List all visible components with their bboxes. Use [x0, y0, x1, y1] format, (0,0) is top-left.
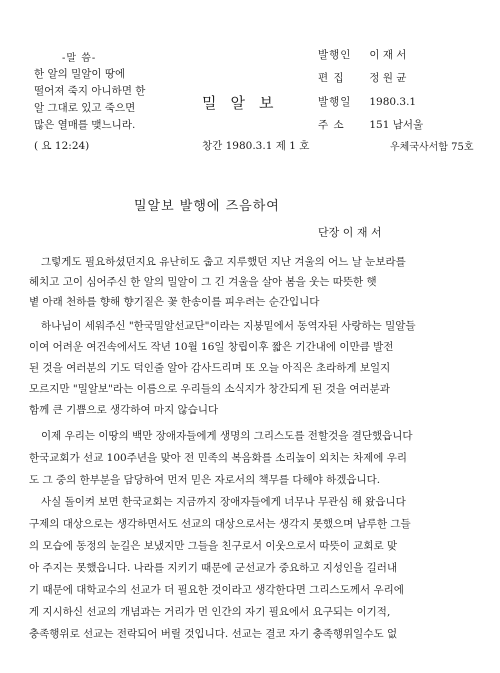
body-line: 헤치고 고이 심어주신 한 알의 밀알이 그 긴 겨울을 살아 봄을 웃는 따뜻한 햇	[29, 276, 377, 288]
founding-info: 창간 1980.3.1 제 1 호	[202, 140, 310, 152]
info-label: 편 집	[318, 72, 345, 84]
info-row-editor	[318, 70, 406, 85]
body-line: 충족행위로 선교는 전락되어 버릴 것입니다. 선교는 결코 자기 충족행위일수도 없	[29, 628, 398, 640]
body-line: 도 그 중의 한부분을 담당하여 먼저 믿은 자로서의 책무를 다해야 하겠읍니다.	[29, 474, 381, 486]
body-line: 아 주지는 못했읍니다. 나라를 지키기 때문에 군선교가 중요하고 지성인을 길러내	[29, 562, 398, 574]
verse-line: 많은 열매를 맺느니라.	[34, 119, 136, 131]
info-value: 151 남서울	[369, 119, 424, 131]
info-label: 주 소	[318, 119, 345, 131]
body-line: 기 때문에 대학교수의 선교가 더 필요한 것이라고 생각한다면 그리스도께서 우리에	[29, 584, 404, 596]
body-line: 된 것을 여러분의 기도 덕인줄 알아 감사드리며 또 오늘 아직은 초라하게 보일지	[29, 362, 391, 374]
info-row-address	[318, 117, 423, 132]
body-line: 이여 어려운 여건속에서도 작년 10월 16일 창립이후 짧은 기간내에 이만큼 발전	[29, 341, 394, 353]
body-line: 함께 큰 기쁨으로 생각하여 마지 않습니다	[29, 404, 219, 416]
info-value: 정 원 균	[369, 72, 407, 84]
verse-reference: ( 요 12:24)	[34, 140, 90, 152]
body-line: 이제 우리는 이땅의 백만 장애자들에게 생명의 그리스도를 전할것을 결단했읍니다	[41, 430, 413, 442]
body-line: 볕 아래 천하를 향해 향기짙은 꽃 한송이를 피우려는 순간입니다	[29, 296, 320, 308]
body-line: 하나님이 세워주신 "한국밀알선교단"이라는 지붕밑에서 동역자된 사랑하는 밀알들	[41, 320, 416, 332]
body-line: 모르지만 "밀알보"라는 이름으로 우리들의 소식지가 창간되게 된 것을 여러분과	[29, 383, 390, 395]
verse-line: 한 알의 밀알이 땅에	[34, 68, 126, 80]
info-row-date	[318, 94, 416, 109]
verse-title: -말 씀-	[62, 53, 97, 64]
body-line: 의 모습에 동정의 눈길은 보냈지만 그들을 친구로서 이웃으로서 따뜻이 교회로 맞	[29, 540, 398, 552]
body-line: 그렇게도 필요하셨던지요 유난히도 춥고 지루했던 지난 겨울의 어느 날 눈보라를	[41, 256, 406, 268]
article-byline: 단장 이 재 서	[318, 226, 382, 239]
verse-line: 알 그대로 있고 죽으면	[34, 102, 136, 114]
masthead-title: 밀알보	[202, 94, 288, 112]
body-line: 한국교회가 선교 100주년을 맞아 전 민족의 복음화를 소리높이 외치는 차제에 우리	[29, 452, 407, 464]
info-row-publisher	[318, 47, 406, 62]
info-label: 발행인	[318, 49, 352, 61]
article-title: 밀알보 발행에 즈음하여	[134, 199, 280, 214]
postbox: 우체국사서함 75호	[390, 142, 474, 153]
body-line: 사실 돌이켜 보면 한국교회는 지금까지 장애자들에게 너무나 무관심 해 왔읍니다	[41, 496, 406, 508]
info-value: 이 재 서	[369, 49, 407, 61]
info-label: 발행일	[318, 96, 352, 108]
info-value: 1980.3.1	[369, 96, 417, 108]
body-line: 게 지시하신 선교의 개념과는 거리가 먼 인간의 자기 필요에서 요구되는 이기적,	[29, 606, 391, 618]
verse-line: 떨어져 죽지 아니하면 한	[34, 85, 146, 97]
body-line: 구제의 대상으로는 생각하면서도 선교의 대상으로서는 생각지 못했으며 남루한 그들	[29, 518, 411, 530]
